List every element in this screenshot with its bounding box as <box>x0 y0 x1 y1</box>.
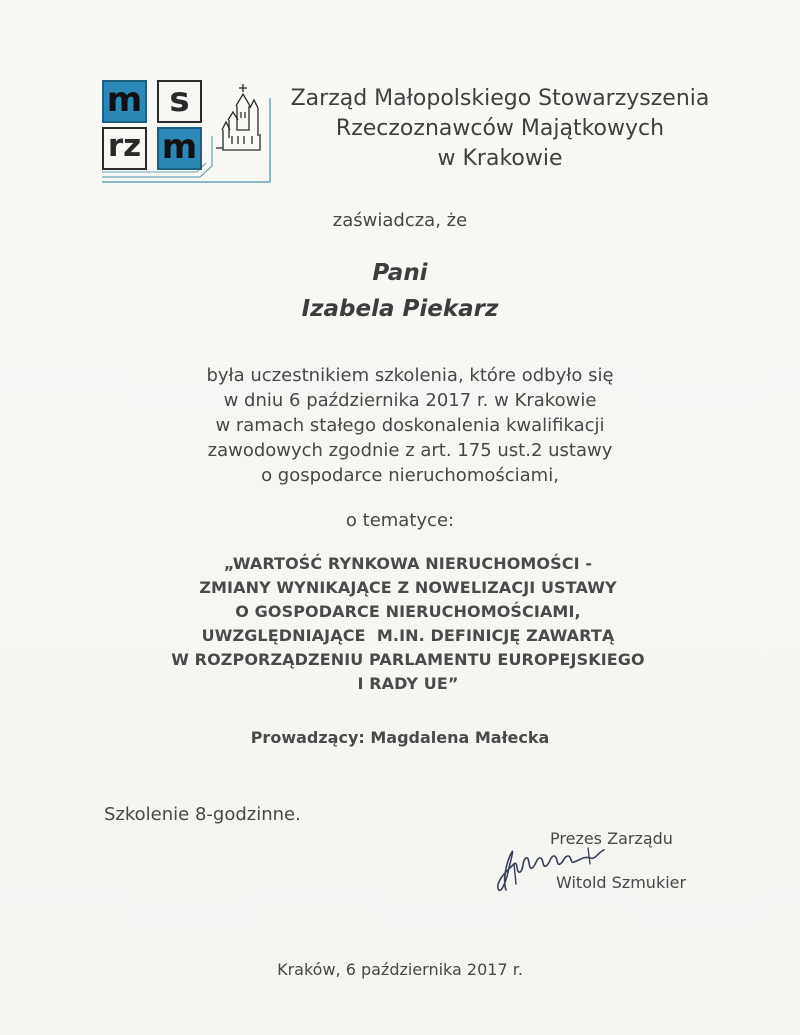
msrzm-logo <box>102 78 274 184</box>
instructor-name: Magdalena Małecka <box>370 728 550 747</box>
certifies-text: zaświadcza, że <box>332 210 468 231</box>
topic-line: I RADY UE” <box>357 674 459 693</box>
organization-name <box>270 84 730 174</box>
place-and-date: Kraków, 6 października 2017 r. <box>277 960 523 979</box>
topic-line: „WARTOŚĆ RYNKOWA NIERUCHOMOŚCI - <box>223 554 593 573</box>
logo-letter-m-bottom: m <box>157 127 202 170</box>
castle-tower-icon <box>216 84 260 150</box>
training-description <box>10 363 800 488</box>
recipient-salutation: Pani <box>372 260 428 286</box>
signatory-role: Prezes Zarządu <box>550 829 673 848</box>
training-topic <box>8 552 800 696</box>
topic-line: ZMIANY WYNIKAJĄCE Z NOWELIZACJI USTAWY <box>199 578 617 597</box>
topic-line: W ROZPORZĄDZENIU PARLAMENTU EUROPEJSKIEGO <box>171 650 645 669</box>
topic-line: O GOSPODARCE NIERUCHOMOŚCIAMI, <box>235 602 581 621</box>
description-line: była uczestnikiem szkolenia, które odbyło się <box>206 365 614 386</box>
org-line: w Krakowie <box>437 146 563 171</box>
org-line: Zarząd Małopolskiego Stowarzyszenia <box>290 86 710 111</box>
instructor <box>0 728 800 747</box>
logo-letter-s: s <box>157 80 202 123</box>
instructor-label: Prowadzący: <box>250 728 365 747</box>
description-line: w dniu 6 października 2017 r. w Krakowie <box>223 390 597 411</box>
logo-letter-m-top: m <box>102 80 147 123</box>
topic-intro: o tematyce: <box>345 510 455 531</box>
signatory-name: Witold Szmukier <box>556 873 687 892</box>
description-line: zawodowych zgodnie z art. 175 ust.2 ustawy <box>207 440 613 461</box>
logo-letters-rz: rz <box>102 127 147 170</box>
recipient <box>0 255 800 327</box>
org-line: Rzeczoznawców Majątkowych <box>335 116 665 141</box>
recipient-name: Izabela Piekarz <box>301 296 499 322</box>
training-duration: Szkolenie 8-godzinne. <box>104 804 301 825</box>
topic-line: UWZGLĘDNIAJĄCE M.IN. DEFINICJĘ ZAWARTĄ <box>201 626 615 645</box>
description-line: w ramach stałego doskonalenia kwalifikacji <box>215 415 605 436</box>
description-line: o gospodarce nieruchomościami, <box>261 465 559 486</box>
